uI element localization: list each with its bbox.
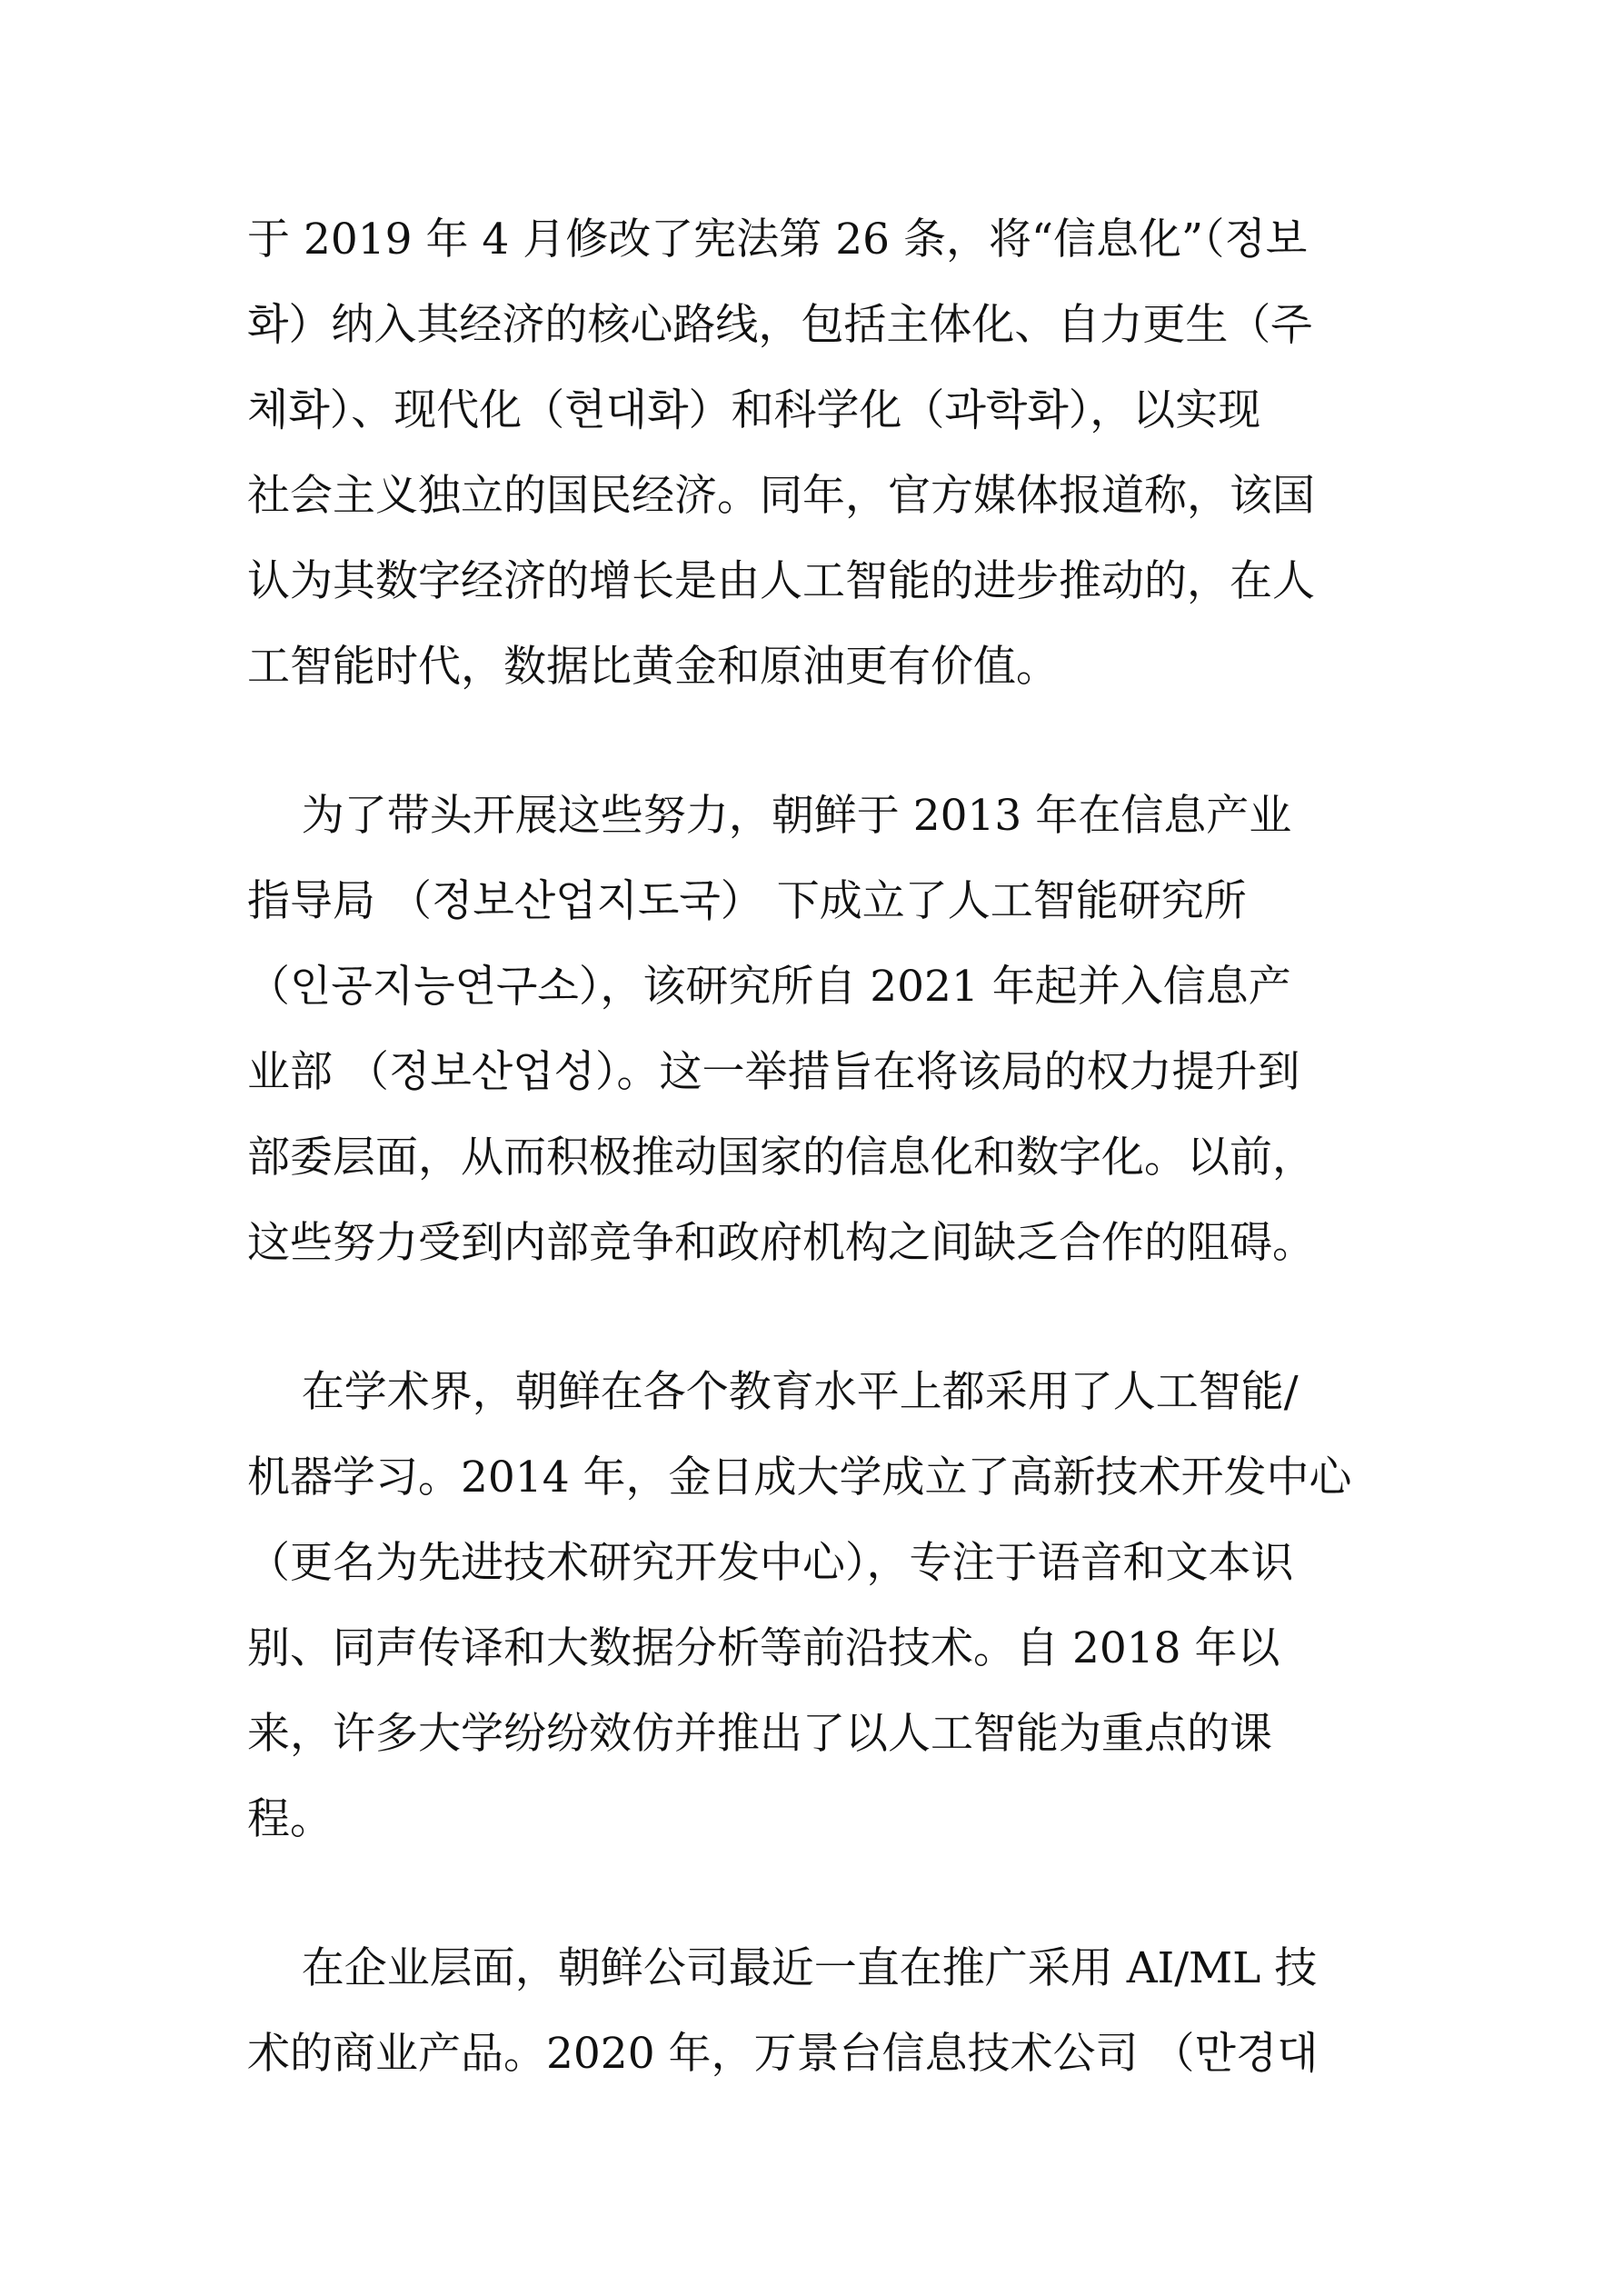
paragraph-3-line-5: 来，许多大学纷纷效仿并推出了以人工智能为重点的课 [247, 1709, 1272, 1759]
paragraph-2-line-2: 指导局 （정보산업지도국） 下成立了人工智能研究所 [247, 876, 1247, 926]
paragraph-2-line-5: 部委层面，从而积极推动国家的信息化和数字化。以前， [247, 1133, 1315, 1183]
paragraph-1-line-1: 于 2019 年 4 月修改了宪法第 26 条，将“信息化”（정보 [247, 215, 1308, 265]
paragraph-3-line-1: 在学术界，朝鲜在各个教育水平上都采用了人工智能/ [247, 1367, 1299, 1417]
paragraph-3-line-3: （更名为先进技术研究开发中心），专注于语音和文本识 [247, 1538, 1294, 1588]
paragraph-2-line-4: 业部 （정보산업성）。这一举措旨在将该局的权力提升到 [247, 1047, 1300, 1097]
paragraph-1-line-2: 화）纳入其经济的核心路线，包括主体化、自力更生（주 [247, 300, 1312, 350]
paragraph-3-line-2: 机器学习。2014 年，金日成大学成立了高新技术开发中心 [247, 1452, 1352, 1502]
paragraph-1-line-6: 工智能时代，数据比黄金和原油更有价值。 [247, 642, 1059, 692]
paragraph-1-line-3: 체화）、现代化（현대화）和科学化（과학화），以实现 [247, 385, 1261, 435]
paragraph-4-line-1: 在企业层面，朝鲜公司最近一直在推广采用 AI/ML 技 [247, 1943, 1318, 1993]
paragraph-2-line-3: （인공지능연구소），该研究所自 2021 年起并入信息产 [247, 962, 1291, 1012]
paragraph-2-line-1: 为了带头开展这些努力，朝鲜于 2013 年在信息产业 [247, 791, 1292, 841]
paragraph-1-line-5: 认为其数字经济的增长是由人工智能的进步推动的，在人 [247, 556, 1315, 606]
paragraph-3-line-4: 别、同声传译和大数据分析等前沿技术。自 2018 年以 [247, 1623, 1280, 1673]
paragraph-4-line-2: 术的商业产品。2020 年，万景台信息技术公司 （만경대 [247, 2029, 1319, 2079]
paragraph-2-line-6: 这些努力受到内部竞争和政府机构之间缺乏合作的阻碍。 [247, 1218, 1315, 1268]
paragraph-3-line-6: 程。 [247, 1794, 333, 1844]
paragraph-1-line-4: 社会主义独立的国民经济。同年，官方媒体报道称，该国 [247, 471, 1315, 521]
